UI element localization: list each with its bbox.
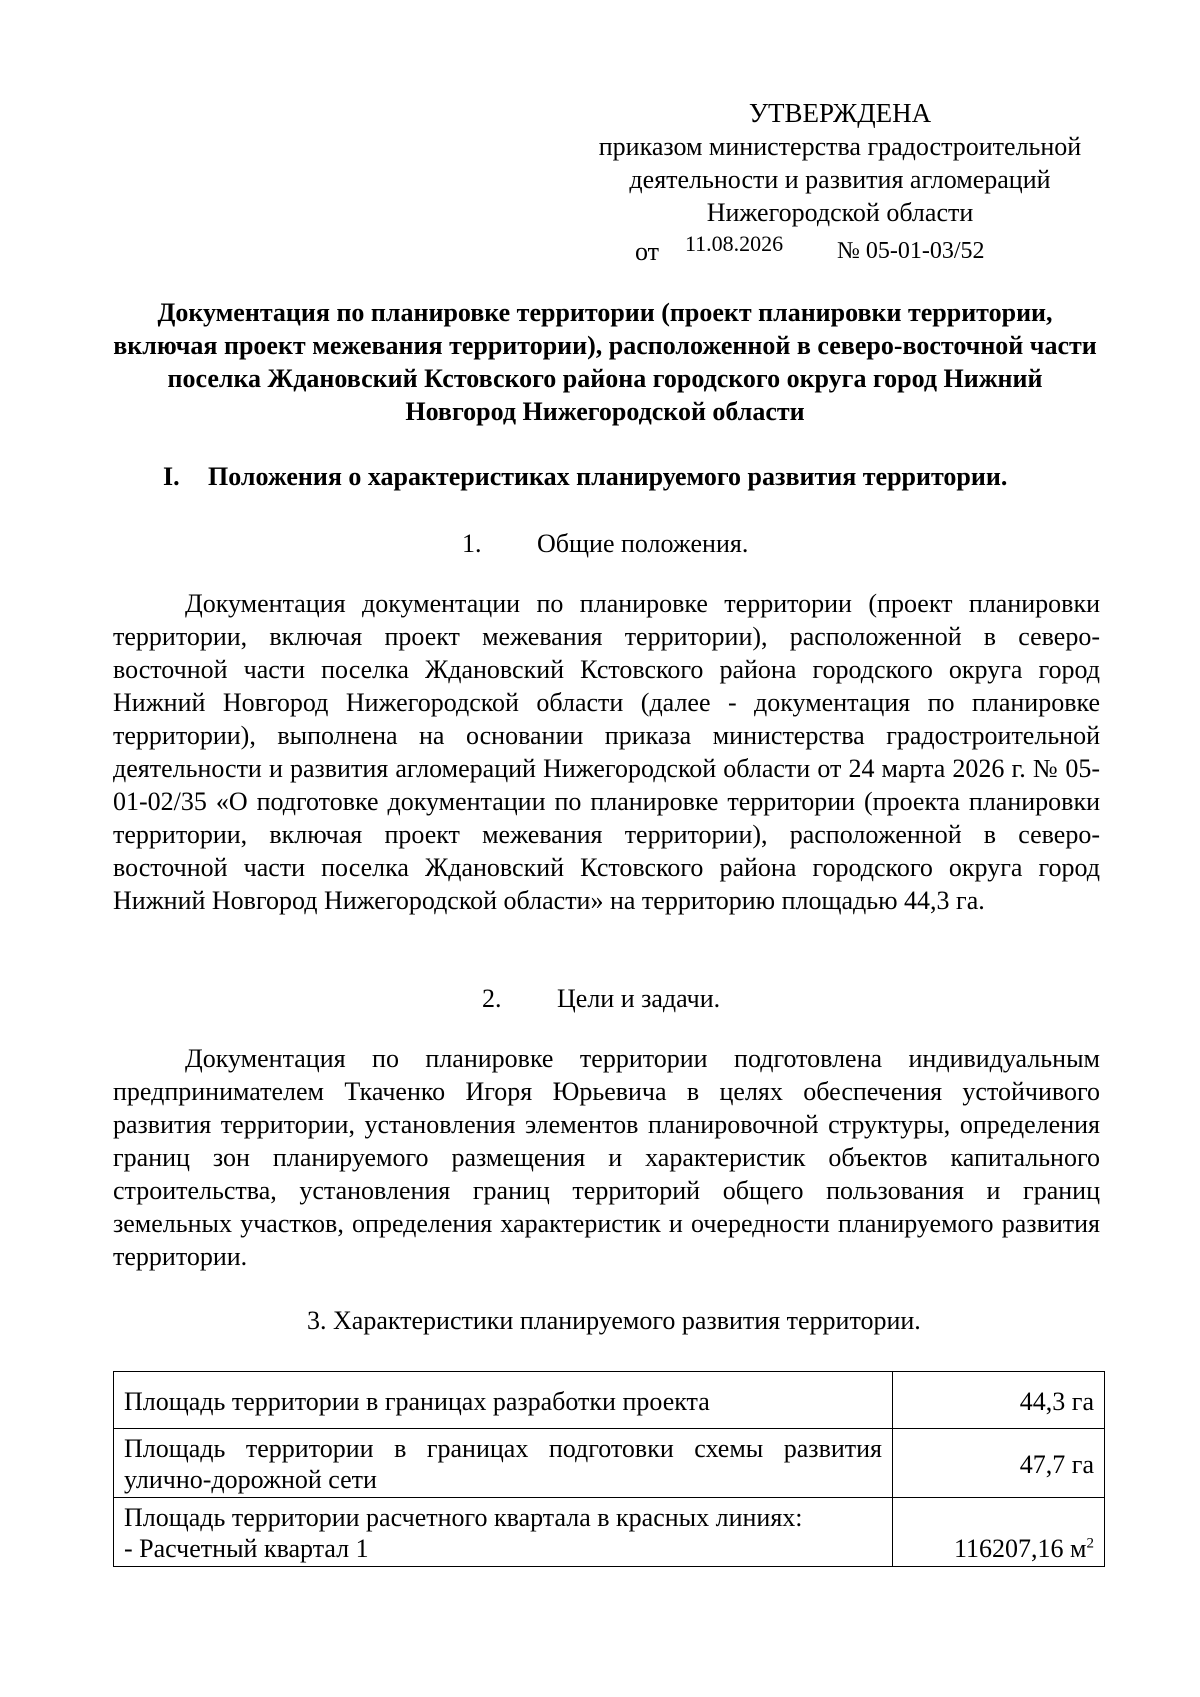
table-row3-label-line2: - Расчетный квартал 1 xyxy=(124,1534,369,1563)
section-title: Положения о характеристиках планируемого развития территории. xyxy=(208,462,1008,491)
table-row xyxy=(114,1372,1105,1429)
paragraph-goals: Документация по планировке территории подготовлена индивидуальным предпринимателем Ткаченко Игоря Юрьевича в целях обеспечения устойчивого развития территории, установления элементов планировочной структуры, определения границ зон планируемого размещения и характеристик объектов капитального строительства, установления границ территорий общего пользования и границ земельных участков, определения характеристик и очередности планируемого развития территории. xyxy=(113,1044,1100,1271)
subheading-1 xyxy=(462,527,748,560)
approval-stamp xyxy=(560,96,1120,266)
approval-line-1: приказом министерства градостроительной xyxy=(598,132,1082,161)
subheading-2-title: Цели и задачи. xyxy=(557,984,721,1013)
table-cell-label: Площадь территории в границах подготовки схемы развития улично-дорожной сети xyxy=(114,1429,893,1498)
table-cell-value xyxy=(893,1498,1105,1567)
approval-line-3: Нижегородской области xyxy=(706,198,974,227)
subheading-1-title: Общие положения. xyxy=(537,529,749,558)
approval-date-prefix: от xyxy=(635,237,660,266)
table-cell-label xyxy=(114,1498,893,1567)
table-cell-label: Площадь территории в границах разработки проекта xyxy=(114,1372,893,1429)
table-row3-label-line1: Площадь территории расчетного квартала в красных линиях: xyxy=(124,1503,803,1532)
subheading-1-number: 1. xyxy=(462,529,482,558)
table-row xyxy=(114,1429,1105,1498)
subheading-3: 3. Характеристики планируемого развития территории. xyxy=(307,1306,921,1335)
approval-number: № 05-01-03/52 xyxy=(837,238,985,264)
table-row xyxy=(114,1498,1105,1567)
subheading-2-number: 2. xyxy=(482,984,502,1013)
table-row3-value-superscript: 2 xyxy=(1086,1535,1094,1552)
subheading-2 xyxy=(482,982,720,1015)
approval-date-row xyxy=(560,229,1120,266)
characteristics-table xyxy=(113,1371,1105,1567)
paragraph-general: Документация документации по планировке территории (проект планировки территории, включая проект межевания территории), расположенной в северо-восточной части поселка Ждановский Кстовского района городского округа город Нижний Новгород Нижегородской области (далее - документация по планировке территории), выполнена на основании приказа министерства градостроительной деятельности и развития агломераций Нижегородской области от 24 марта 2026 г. № 05-01-02/35 «О подготовке документации по планировке территории (проекта планировки территории, включая проект межевания территории), расположенной в северо-восточной части поселка Ждановский Кстовского района городского округа город Нижний Новгород Нижегородской области» на территорию площадью 44,3 га. xyxy=(113,589,1100,915)
table-cell-value: 44,3 га xyxy=(893,1372,1105,1429)
section-number: I. xyxy=(163,462,180,491)
table-row3-value: 116207,16 м xyxy=(954,1534,1087,1563)
table-cell-value: 47,7 га xyxy=(893,1429,1105,1498)
approval-title: УТВЕРЖДЕНА xyxy=(748,98,932,128)
section-heading xyxy=(163,460,1113,493)
approval-line-2: деятельности и развития агломераций xyxy=(629,165,1051,194)
approval-date: 11.08.2026 xyxy=(685,231,784,256)
document-title: Документация по планировке территории (проект планировки территории, включая проект межевания территории), расположенной в северо-восточной части поселка Ждановский Кстовского района городского округа город Нижний Новгород Нижегородской области xyxy=(113,298,1097,426)
